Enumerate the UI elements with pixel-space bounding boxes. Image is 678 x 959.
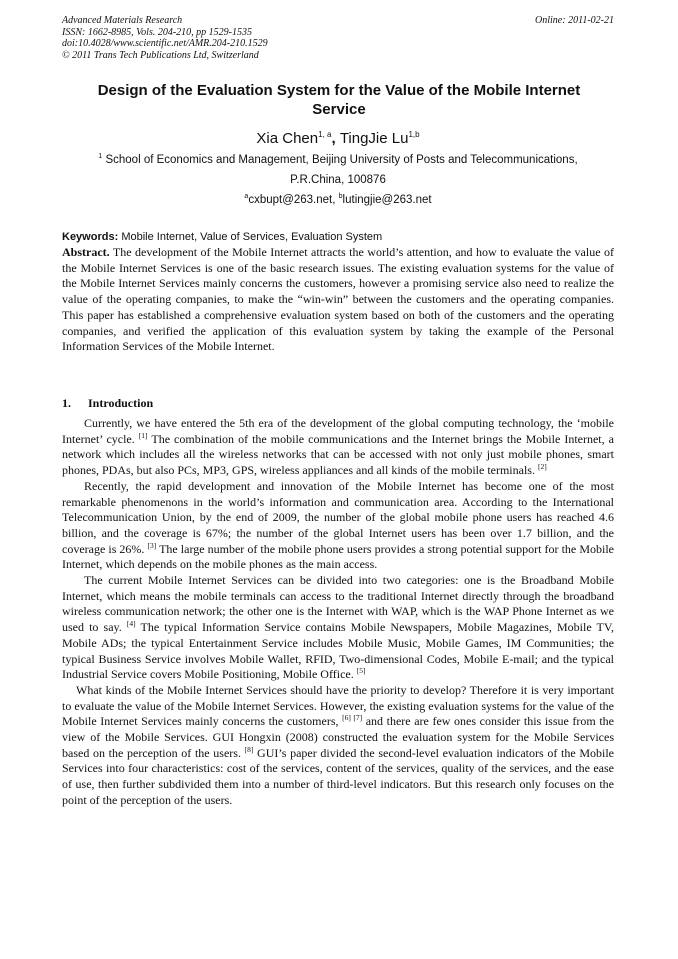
email-a-sup: a xyxy=(244,193,249,200)
section-title: Introduction xyxy=(88,396,154,410)
citation: [5] xyxy=(356,666,366,676)
section-heading-introduction xyxy=(62,395,153,411)
journal-copyright: © 2011 Trans Tech Publications Ltd, Switzerland xyxy=(62,49,259,61)
author-1-sup: 1, a xyxy=(318,130,332,139)
paragraph-text: The combination of the mobile communications and the Internet brings the Mobile Internet, a network which includes all the wireless networks that can be accessed with not only just mobile phones, smart phones, PDAs, but also PCs, MP3, GPS, wireless appliances and all kinds of the mobile terminals. xyxy=(62,431,614,478)
paragraph-1 xyxy=(62,416,614,479)
affiliation xyxy=(62,150,614,190)
paragraph-2 xyxy=(62,479,614,573)
journal-issn: ISSN: 1662-8985, Vols. 204-210, pp 1529-1535 xyxy=(62,26,252,38)
affiliation-line-1: School of Economics and Management, Beijing University of Posts and Telecommunications, xyxy=(105,154,578,166)
author-1-name: Xia Chen xyxy=(256,130,319,147)
journal-name: Advanced Materials Research xyxy=(62,15,183,26)
online-date: Online: 2011-02-21 xyxy=(535,15,614,26)
journal-doi: doi:10.4028/www.scientific.net/AMR.204-210.1529 xyxy=(62,38,268,49)
email-b-sup: b xyxy=(338,193,343,200)
affiliation-sup: 1 xyxy=(98,153,103,160)
email-b: lutingjie@263.net xyxy=(342,194,432,206)
abstract-text: The development of the Mobile Internet attracts the world’s attention, and how to evaluate the value of the Mobile Internet Services is one of the basic research issues. The existing evaluation systems for the value of the Mobile Internet Services mainly concerns the customers, however a promising service also need to realize the value of the operating companies, to make the “win-win” between the customers and the operating companies. This paper has established a comprehensive evaluation system based on both of the customers and the operating companies, and verified the application of this evaluation system by taking the example of the Personal Information Services of the Mobile Internet. xyxy=(62,245,614,354)
introduction-body xyxy=(62,416,614,809)
paragraph-text: Currently, we have entered the 5th era of the development of the global computing technology, the ‘mobile Internet’ cycle. xyxy=(62,416,614,446)
paragraph-text: The typical Information Service contains Mobile Newspapers, Mobile Magazines, Mobile TV, Mobile ADs; the typical Entertainment Service includes Mobile Music, Mobile Games, IM Communities; the typical Business Service involves Mobile Wallet, RFID, Two-dimensional Codes, Mobile E-mail; and the typical Industrial Service covers Mobile Positioning, Mobile Office. xyxy=(62,620,615,682)
journal-header xyxy=(62,15,614,61)
citation: [1] xyxy=(138,430,148,440)
abstract xyxy=(62,245,614,355)
keywords-text: Mobile Internet, Value of Services, Evaluation System xyxy=(121,231,383,243)
citation: [3] xyxy=(147,540,157,550)
citation: [6] [7] xyxy=(342,713,363,723)
keywords xyxy=(62,230,614,245)
author-separator: , xyxy=(331,130,340,147)
paragraph-text: GUI’s paper divided the second-level evaluation indicators of the Mobile Services into four characteristics: cost of the services, content of the services, quality of the services, and the ease of use, then further subdivided them into a number of third-level indicators. But this research only focuses on the point of the perception of the users. xyxy=(62,745,614,807)
affiliation-line-2: P.R.China, 100876 xyxy=(290,174,386,186)
paragraph-text: The current Mobile Internet Services can be divided into two categories: one is the Broadband Mobile Internet, which means the mobile terminals can access to the traditional Internet directly through the broadband wireless communication network; the other one is the Internet with WAP, which is the WAP Phone Internet as we used to say. xyxy=(62,573,614,635)
paragraph-text: Recently, the rapid development and innovation of the Mobile Internet has become one of the most remarkable phenomenons in the world’s information and communication area. According to the International Telecommunication Union, by the end of 2009, the number of the global mobile phone users has reached 4.6 billion, and the coverage is 67%; the number of the global Internet users has been over 1.7 billion, and the coverage is 26%. xyxy=(62,478,614,556)
citation: [4] xyxy=(126,619,136,629)
section-number: 1. xyxy=(62,396,71,410)
keywords-label: Keywords: xyxy=(62,231,119,243)
citation: [2] xyxy=(537,462,547,472)
citation: [8] xyxy=(244,744,254,754)
abstract-label: Abstract. xyxy=(62,245,110,259)
email-a: cxbupt@263.net, xyxy=(248,194,339,206)
paragraph-3 xyxy=(62,573,614,683)
paragraph-text: The large number of the mobile phone users provides a strong potential support for the Mobile Internet, which depends on the mobile phones as the main access. xyxy=(62,541,614,572)
author-2-sup: 1,b xyxy=(408,130,420,139)
author-line xyxy=(62,129,614,149)
author-2-name: TingJie Lu xyxy=(339,130,409,147)
paper-title: Design of the Evaluation System for the Value of the Mobile Internet Service xyxy=(97,82,581,118)
paragraph-text: What kinds of the Mobile Internet Services should have the priority to develop? Therefore it is very important to evaluate the value of the Mobile Internet Services. However, the existing evaluation systems for the value of the Mobile Internet Services mainly concerns the customers, xyxy=(62,682,614,729)
paragraph-text: and there are few ones consider this issue from the view of the Mobile Services. GUI Hongxin (2008) constructed the evaluation system for the Mobile Services based on the perception of the users. xyxy=(62,714,615,760)
author-emails xyxy=(62,192,614,208)
paragraph-4 xyxy=(62,683,614,809)
